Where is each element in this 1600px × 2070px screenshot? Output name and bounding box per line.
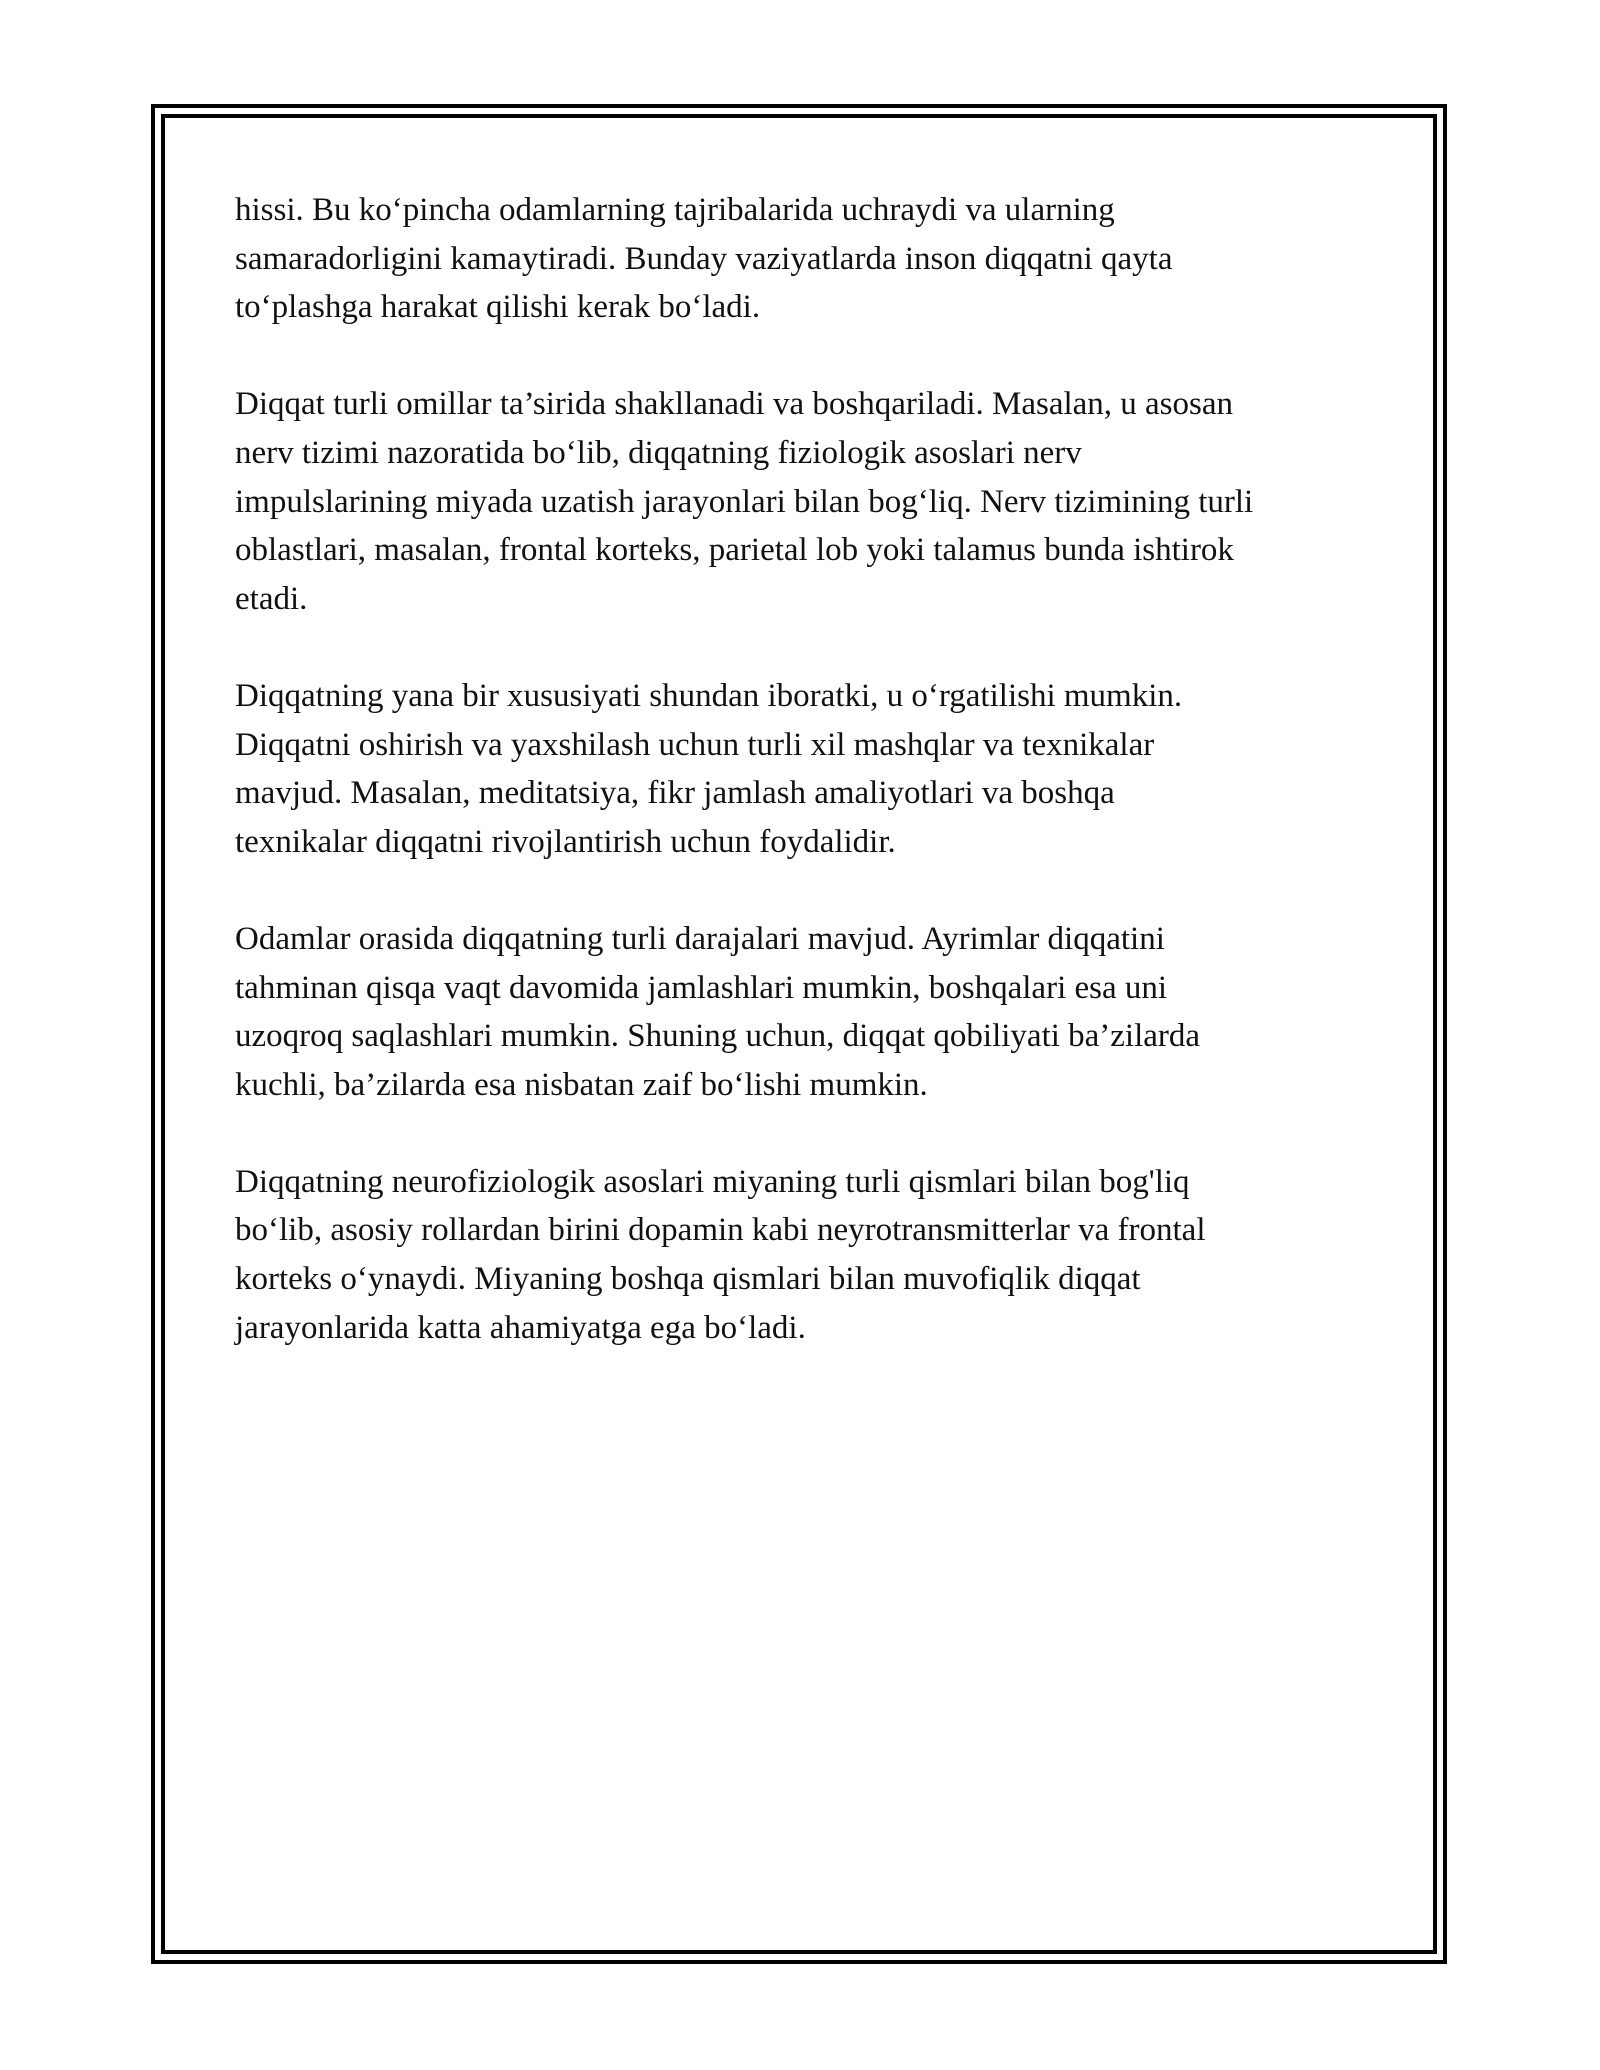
paragraph-1: hissi. Bu ko‘pincha odamlarning tajribalarida uchraydi va ularning samaradorligini kamaytiradi. Bunday vaziyatlarda inson diqqatni qayta to‘plashga harakat qilishi kerak bo‘ladi.: [235, 192, 1173, 326]
paragraph-3: Diqqatning yana bir xususiyati shundan iboratki, u o‘rgatilishi mumkin. Diqqatni oshirish va yaxshilash uchun turli xil mashqlar va texnikalar mavjud. Masalan, meditatsiya, fikr jamlash amaliyotlari va boshqa texnikalar diqqatni rivojlantirish uchun foydalidir.: [235, 677, 1183, 860]
paragraph-5: Diqqatning neurofiziologik asoslari miyaning turli qismlari bilan bog'liq bo‘lib, asosiy rollardan birini dopamin kabi neyrotransmitterlar va frontal korteks o‘ynaydi. Miyaning boshqa qismlari bilan muvofiqlik diqqat jarayonlarida katta ahamiyatga ega bo‘ladi.: [235, 1163, 1206, 1346]
paragraph-4: Odamlar orasida diqqatning turli darajalari mavjud. Ayrimlar diqqatini tahminan qisqa vaqt davomida jamlashlari mumkin, boshqalari esa uni uzoqroq saqlashlari mumkin. Shuning uchun, diqqat qobiliyati ba’zilarda kuchli, ba’zilarda esa nisbatan zaif bo‘lishi mumkin.: [235, 920, 1201, 1103]
document-body: [235, 186, 1375, 1401]
paragraph-2: Diqqat turli omillar ta’sirida shakllanadi va boshqariladi. Masalan, u asosan nerv tizimi nazoratida bo‘lib, diqqatning fiziologik asoslari nerv impulslarining miyada uzatish jarayonlari bilan bog‘liq. Nerv tizimining turli oblastlari, masalan, frontal korteks, parietal lob yoki talamus bunda ishtirok etadi.: [235, 386, 1254, 617]
